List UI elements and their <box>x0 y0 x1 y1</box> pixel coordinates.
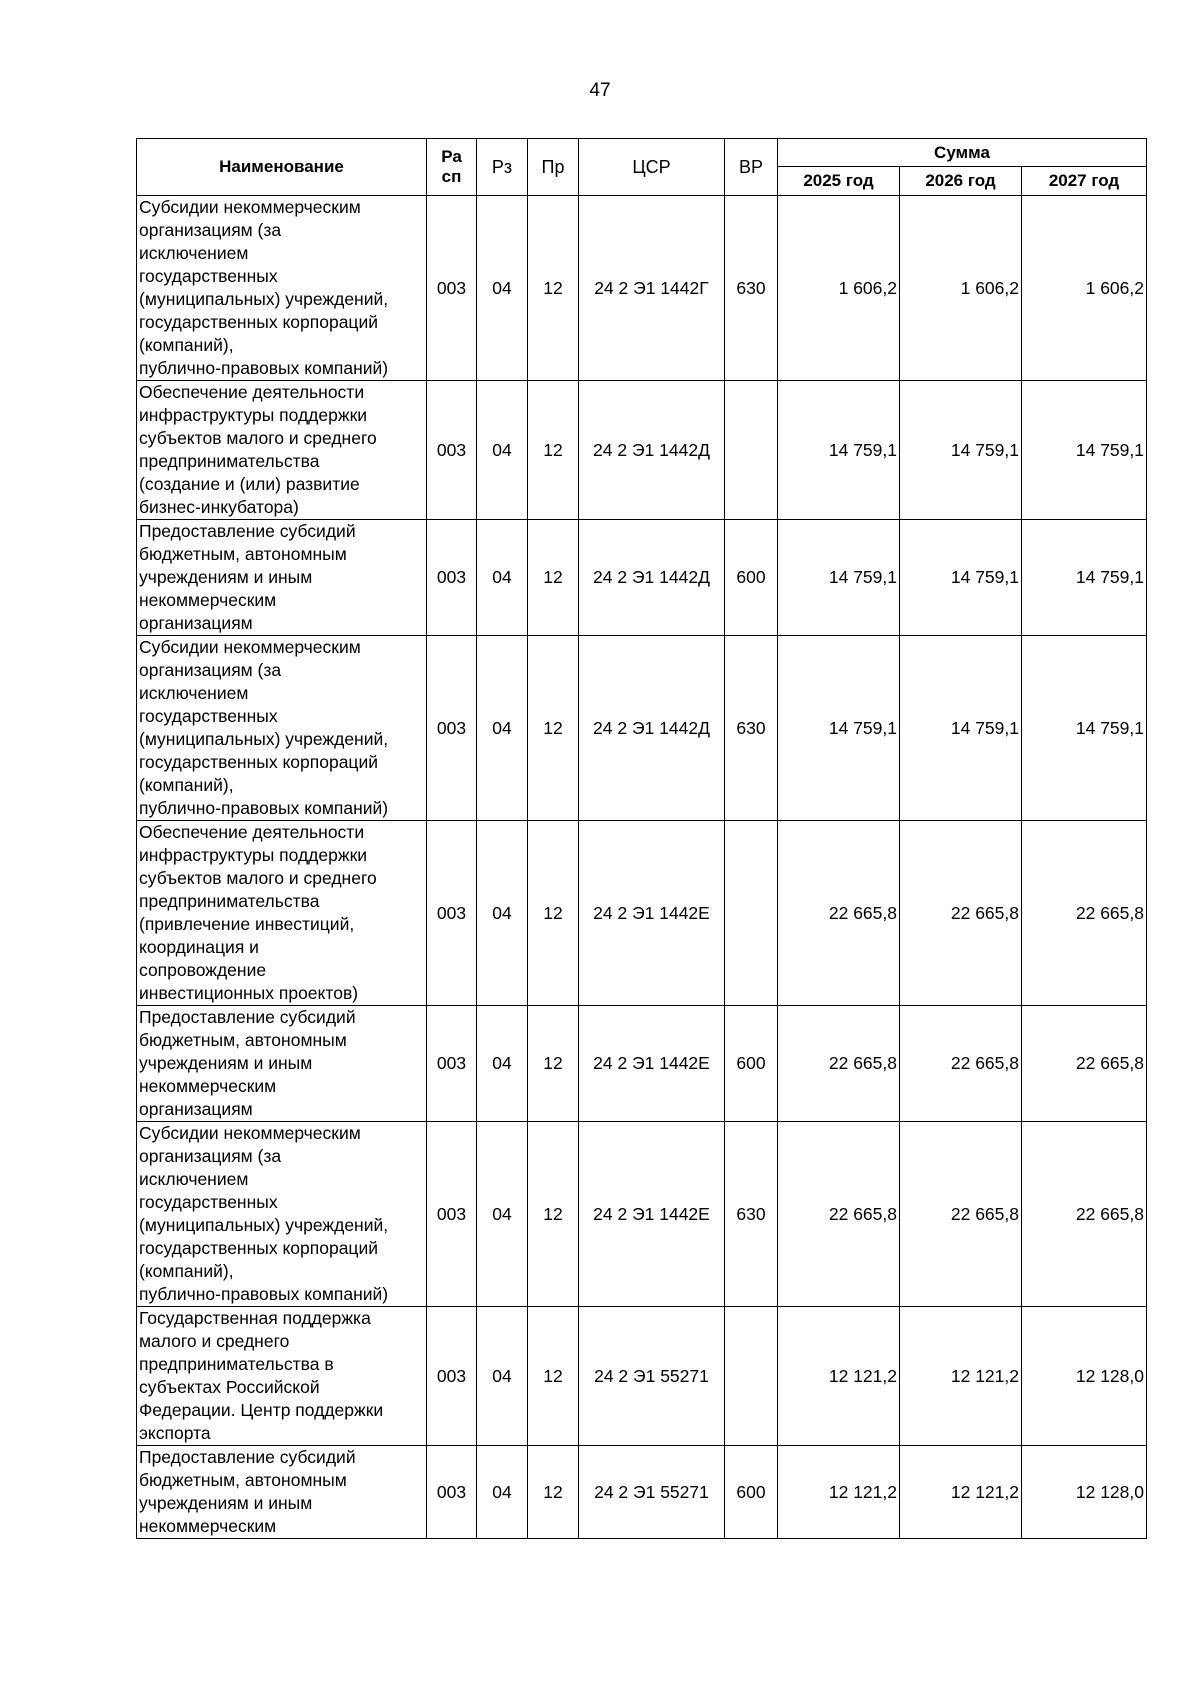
header-pr: Пр <box>528 139 579 196</box>
cell-csr: 24 2 Э1 55271 <box>579 1307 725 1446</box>
table-row <box>137 1006 1147 1122</box>
cell-2025: 12 121,2 <box>778 1307 900 1446</box>
cell-2027: 22 665,8 <box>1022 821 1147 1006</box>
table-row <box>137 196 1147 381</box>
cell-vr: 600 <box>725 1446 778 1539</box>
cell-2025: 22 665,8 <box>778 821 900 1006</box>
cell-name: Обеспечение деятельности инфраструктуры поддержки субъектов малого и среднего предпринимательства (привлечение инвестиций, координация и сопровождение инвестиционных проектов) <box>137 821 427 1006</box>
cell-csr: 24 2 Э1 1442Е <box>579 1006 725 1122</box>
cell-rz: 04 <box>477 636 528 821</box>
header-rz: Рз <box>477 139 528 196</box>
cell-rasp: 003 <box>427 1006 477 1122</box>
cell-vr <box>725 1307 778 1446</box>
cell-vr: 600 <box>725 1006 778 1122</box>
cell-rz: 04 <box>477 821 528 1006</box>
cell-rz: 04 <box>477 1006 528 1122</box>
cell-rz: 04 <box>477 381 528 520</box>
cell-csr: 24 2 Э1 55271 <box>579 1446 725 1539</box>
budget-table <box>136 138 1147 1539</box>
cell-2025: 22 665,8 <box>778 1122 900 1307</box>
cell-2025: 22 665,8 <box>778 1006 900 1122</box>
cell-vr <box>725 381 778 520</box>
cell-2025: 14 759,1 <box>778 381 900 520</box>
cell-csr: 24 2 Э1 1442Е <box>579 1122 725 1307</box>
cell-name: Предоставление субсидий бюджетным, автономным учреждениям и иным некоммерческим организациям <box>137 520 427 636</box>
cell-2026: 1 606,2 <box>900 196 1022 381</box>
cell-rasp: 003 <box>427 196 477 381</box>
cell-csr: 24 2 Э1 1442Д <box>579 381 725 520</box>
cell-vr: 630 <box>725 196 778 381</box>
cell-2026: 22 665,8 <box>900 1122 1022 1307</box>
cell-pr: 12 <box>528 821 579 1006</box>
cell-pr: 12 <box>528 1006 579 1122</box>
cell-name: Предоставление субсидий бюджетным, автономным учреждениям и иным некоммерческим организациям <box>137 1006 427 1122</box>
cell-name: Обеспечение деятельности инфраструктуры поддержки субъектов малого и среднего предпринимательства (создание и (или) развитие бизнес-инкубатора) <box>137 381 427 520</box>
cell-2027: 22 665,8 <box>1022 1006 1147 1122</box>
table-row <box>137 520 1147 636</box>
cell-2027: 12 128,0 <box>1022 1446 1147 1539</box>
cell-vr: 600 <box>725 520 778 636</box>
cell-2026: 14 759,1 <box>900 636 1022 821</box>
cell-name: Субсидии некоммерческим организациям (за исключением государственных (муниципальных) учреждений, государственных корпораций (компаний), публично-правовых компаний) <box>137 1122 427 1307</box>
table-row <box>137 1307 1147 1446</box>
cell-2027: 22 665,8 <box>1022 1122 1147 1307</box>
cell-2026: 14 759,1 <box>900 520 1022 636</box>
cell-2026: 22 665,8 <box>900 821 1022 1006</box>
header-year-2027: 2027 год <box>1022 167 1147 196</box>
cell-2027: 12 128,0 <box>1022 1307 1147 1446</box>
cell-2027: 1 606,2 <box>1022 196 1147 381</box>
cell-vr: 630 <box>725 1122 778 1307</box>
cell-rz: 04 <box>477 1122 528 1307</box>
cell-name: Субсидии некоммерческим организациям (за исключением государственных (муниципальных) учреждений, государственных корпораций (компаний), публично-правовых компаний) <box>137 196 427 381</box>
cell-2026: 14 759,1 <box>900 381 1022 520</box>
header-year-2026: 2026 год <box>900 167 1022 196</box>
cell-2026: 22 665,8 <box>900 1006 1022 1122</box>
cell-2027: 14 759,1 <box>1022 636 1147 821</box>
table-row <box>137 381 1147 520</box>
table-row <box>137 1446 1147 1539</box>
cell-csr: 24 2 Э1 1442Д <box>579 636 725 821</box>
cell-rz: 04 <box>477 1446 528 1539</box>
cell-csr: 24 2 Э1 1442Д <box>579 520 725 636</box>
cell-pr: 12 <box>528 636 579 821</box>
cell-pr: 12 <box>528 520 579 636</box>
cell-rz: 04 <box>477 1307 528 1446</box>
cell-2025: 1 606,2 <box>778 196 900 381</box>
page-number: 47 <box>589 80 611 101</box>
cell-vr: 630 <box>725 636 778 821</box>
cell-rasp: 003 <box>427 636 477 821</box>
cell-pr: 12 <box>528 381 579 520</box>
cell-pr: 12 <box>528 1122 579 1307</box>
cell-rasp: 003 <box>427 1122 477 1307</box>
cell-pr: 12 <box>528 1446 579 1539</box>
cell-2026: 12 121,2 <box>900 1446 1022 1539</box>
cell-pr: 12 <box>528 1307 579 1446</box>
cell-rasp: 003 <box>427 1446 477 1539</box>
cell-csr: 24 2 Э1 1442Е <box>579 821 725 1006</box>
header-sum: Сумма <box>778 139 1147 167</box>
cell-2025: 12 121,2 <box>778 1446 900 1539</box>
header-name: Наименование <box>137 139 427 196</box>
table-body <box>137 196 1147 1539</box>
cell-pr: 12 <box>528 196 579 381</box>
cell-2026: 12 121,2 <box>900 1307 1022 1446</box>
table-row <box>137 821 1147 1006</box>
cell-rz: 04 <box>477 196 528 381</box>
header-year-2025: 2025 год <box>778 167 900 196</box>
header-rasp: Ра сп <box>427 139 477 196</box>
table-row <box>137 636 1147 821</box>
cell-rasp: 003 <box>427 520 477 636</box>
cell-2027: 14 759,1 <box>1022 520 1147 636</box>
cell-2025: 14 759,1 <box>778 520 900 636</box>
cell-name: Предоставление субсидий бюджетным, автономным учреждениям и иным некоммерческим <box>137 1446 427 1539</box>
cell-rasp: 003 <box>427 821 477 1006</box>
cell-rasp: 003 <box>427 381 477 520</box>
cell-rasp: 003 <box>427 1307 477 1446</box>
cell-2025: 14 759,1 <box>778 636 900 821</box>
table-row <box>137 1122 1147 1307</box>
cell-2027: 14 759,1 <box>1022 381 1147 520</box>
header-vr: ВР <box>725 139 778 196</box>
header-csr: ЦСР <box>579 139 725 196</box>
cell-name: Государственная поддержка малого и среднего предпринимательства в субъектах Российской Федерации. Центр поддержки экспорта <box>137 1307 427 1446</box>
cell-name: Субсидии некоммерческим организациям (за исключением государственных (муниципальных) учреждений, государственных корпораций (компаний), публично-правовых компаний) <box>137 636 427 821</box>
cell-csr: 24 2 Э1 1442Г <box>579 196 725 381</box>
cell-vr <box>725 821 778 1006</box>
cell-rz: 04 <box>477 520 528 636</box>
